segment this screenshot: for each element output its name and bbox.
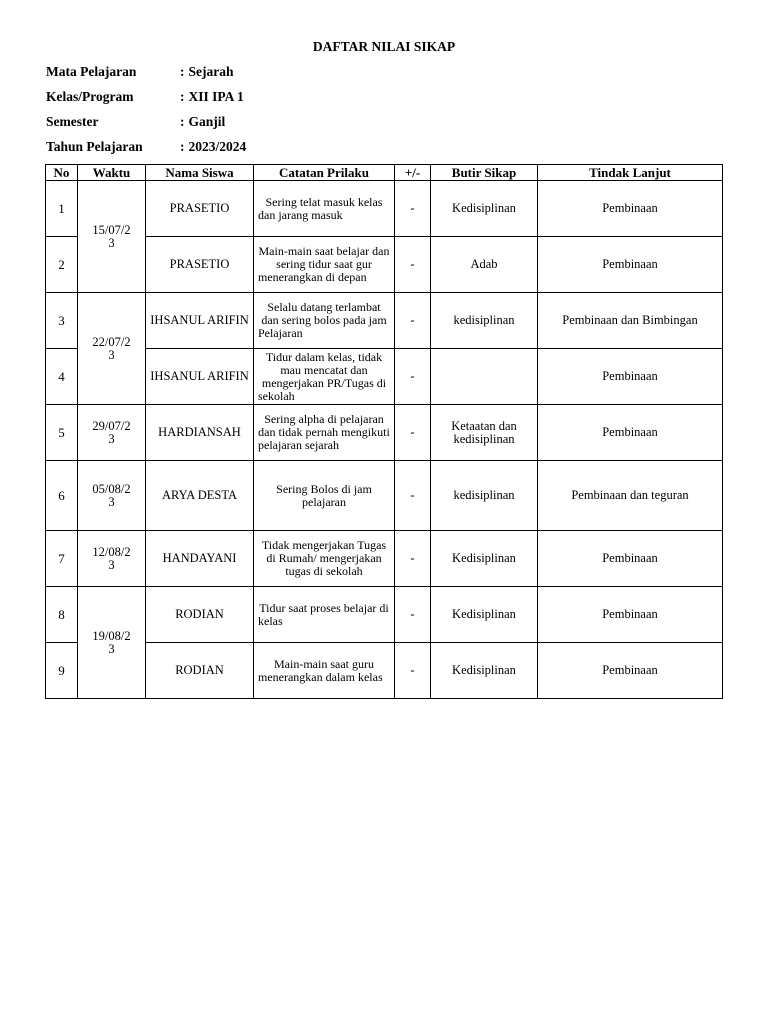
cell-tindak: Pembinaan bbox=[538, 237, 723, 293]
cell-no: 9 bbox=[46, 643, 78, 699]
cell-sign: - bbox=[395, 237, 431, 293]
cell-nama: HANDAYANI bbox=[146, 531, 254, 587]
cell-butir: Kedisiplinan bbox=[431, 587, 538, 643]
cell-no: 3 bbox=[46, 293, 78, 349]
meta-colon: : bbox=[180, 89, 185, 104]
document-title: DAFTAR NILAI SIKAP bbox=[312, 39, 456, 54]
meta-label: Tahun Pelajaran bbox=[46, 139, 143, 154]
cell-tindak: Pembinaan bbox=[538, 531, 723, 587]
cell-no: 5 bbox=[46, 405, 78, 461]
cell-waktu: 22/07/2 3 bbox=[78, 293, 146, 405]
meta-colon: : bbox=[180, 64, 185, 79]
cell-no: 1 bbox=[46, 181, 78, 237]
cell-butir: Adab bbox=[431, 237, 538, 293]
cell-butir: kedisiplinan bbox=[431, 461, 538, 531]
cell-sign: - bbox=[395, 643, 431, 699]
table-row bbox=[46, 293, 723, 349]
cell-waktu: 12/08/2 3 bbox=[78, 531, 146, 587]
cell-butir bbox=[431, 349, 538, 405]
cell-no: 2 bbox=[46, 237, 78, 293]
cell-sign: - bbox=[395, 349, 431, 405]
cell-waktu: 05/08/2 3 bbox=[78, 461, 146, 531]
table-row bbox=[46, 237, 723, 293]
table-row bbox=[46, 405, 723, 461]
cell-nama: HARDIANSAH bbox=[146, 405, 254, 461]
cell-butir: Kedisiplinan bbox=[431, 643, 538, 699]
attitude-table bbox=[45, 164, 723, 699]
cell-tindak: Pembinaan bbox=[538, 181, 723, 237]
cell-catatan: Sering Bolos di jam pelajaran bbox=[254, 461, 395, 531]
meta-label: Mata Pelajaran bbox=[46, 64, 137, 79]
cell-catatan: Main-main saat belajar dan sering tidur saat gur menerangkan di depan bbox=[254, 237, 395, 293]
cell-nama: IHSANUL ARIFIN bbox=[146, 349, 254, 405]
cell-nama: RODIAN bbox=[146, 587, 254, 643]
meta-value: XII IPA 1 bbox=[188, 89, 244, 104]
meta-label: Kelas/Program bbox=[46, 89, 134, 104]
cell-butir: Kedisiplinan bbox=[431, 181, 538, 237]
meta-semester bbox=[46, 114, 225, 130]
cell-sign: - bbox=[395, 531, 431, 587]
meta-colon: : bbox=[180, 139, 185, 154]
cell-catatan: Sering alpha di pelajaran dan tidak pernah mengikuti pelajaran sejarah bbox=[254, 405, 395, 461]
meta-value: 2023/2024 bbox=[188, 139, 247, 154]
cell-tindak: Pembinaan dan Bimbingan bbox=[538, 293, 723, 349]
cell-sign: - bbox=[395, 461, 431, 531]
cell-catatan: Tidur dalam kelas, tidak mau mencatat dan mengerjakan PR/Tugas di sekolah bbox=[254, 349, 395, 405]
table-row bbox=[46, 531, 723, 587]
meta-colon: : bbox=[180, 114, 185, 129]
table-header-row bbox=[46, 165, 723, 181]
cell-catatan: Tidak mengerjakan Tugas di Rumah/ mengerjakan tugas di sekolah bbox=[254, 531, 395, 587]
cell-nama: IHSANUL ARIFIN bbox=[146, 293, 254, 349]
cell-tindak: Pembinaan bbox=[538, 405, 723, 461]
cell-nama: RODIAN bbox=[146, 643, 254, 699]
cell-no: 4 bbox=[46, 349, 78, 405]
cell-catatan: Selalu datang terlambat dan sering bolos pada jam Pelajaran bbox=[254, 293, 395, 349]
meta-class bbox=[46, 89, 244, 105]
cell-tindak: Pembinaan bbox=[538, 349, 723, 405]
header-catatan-prilaku: Catatan Prilaku bbox=[254, 165, 395, 181]
cell-no: 6 bbox=[46, 461, 78, 531]
cell-tindak: Pembinaan bbox=[538, 643, 723, 699]
cell-nama: PRASETIO bbox=[146, 237, 254, 293]
cell-sign: - bbox=[395, 293, 431, 349]
cell-catatan: Sering telat masuk kelas dan jarang masuk bbox=[254, 181, 395, 237]
meta-subject bbox=[46, 64, 234, 80]
cell-waktu: 15/07/2 3 bbox=[78, 181, 146, 293]
cell-butir: Kedisiplinan bbox=[431, 531, 538, 587]
meta-year bbox=[46, 139, 246, 155]
cell-sign: - bbox=[395, 587, 431, 643]
table-row bbox=[46, 181, 723, 237]
table-row bbox=[46, 349, 723, 405]
header-tindak-lanjut: Tindak Lanjut bbox=[538, 165, 723, 181]
table-row bbox=[46, 461, 723, 531]
cell-nama: PRASETIO bbox=[146, 181, 254, 237]
header-no: No bbox=[46, 165, 78, 181]
header-sign: +/- bbox=[395, 165, 431, 181]
header-nama-siswa: Nama Siswa bbox=[146, 165, 254, 181]
cell-tindak: Pembinaan dan teguran bbox=[538, 461, 723, 531]
table-row bbox=[46, 587, 723, 643]
meta-value: Ganjil bbox=[188, 114, 226, 129]
cell-no: 7 bbox=[46, 531, 78, 587]
cell-waktu: 19/08/2 3 bbox=[78, 587, 146, 699]
cell-catatan: Tidur saat proses belajar di kelas bbox=[254, 587, 395, 643]
meta-value: Sejarah bbox=[188, 64, 234, 79]
header-waktu: Waktu bbox=[78, 165, 146, 181]
table-row bbox=[46, 643, 723, 699]
cell-catatan: Main-main saat guru menerangkan dalam kelas bbox=[254, 643, 395, 699]
header-butir-sikap: Butir Sikap bbox=[431, 165, 538, 181]
cell-sign: - bbox=[395, 181, 431, 237]
cell-butir: Ketaatan dan kedisiplinan bbox=[431, 405, 538, 461]
cell-nama: ARYA DESTA bbox=[146, 461, 254, 531]
cell-no: 8 bbox=[46, 587, 78, 643]
cell-butir: kedisiplinan bbox=[431, 293, 538, 349]
cell-waktu: 29/07/2 3 bbox=[78, 405, 146, 461]
cell-tindak: Pembinaan bbox=[538, 587, 723, 643]
meta-label: Semester bbox=[46, 114, 99, 129]
cell-sign: - bbox=[395, 405, 431, 461]
